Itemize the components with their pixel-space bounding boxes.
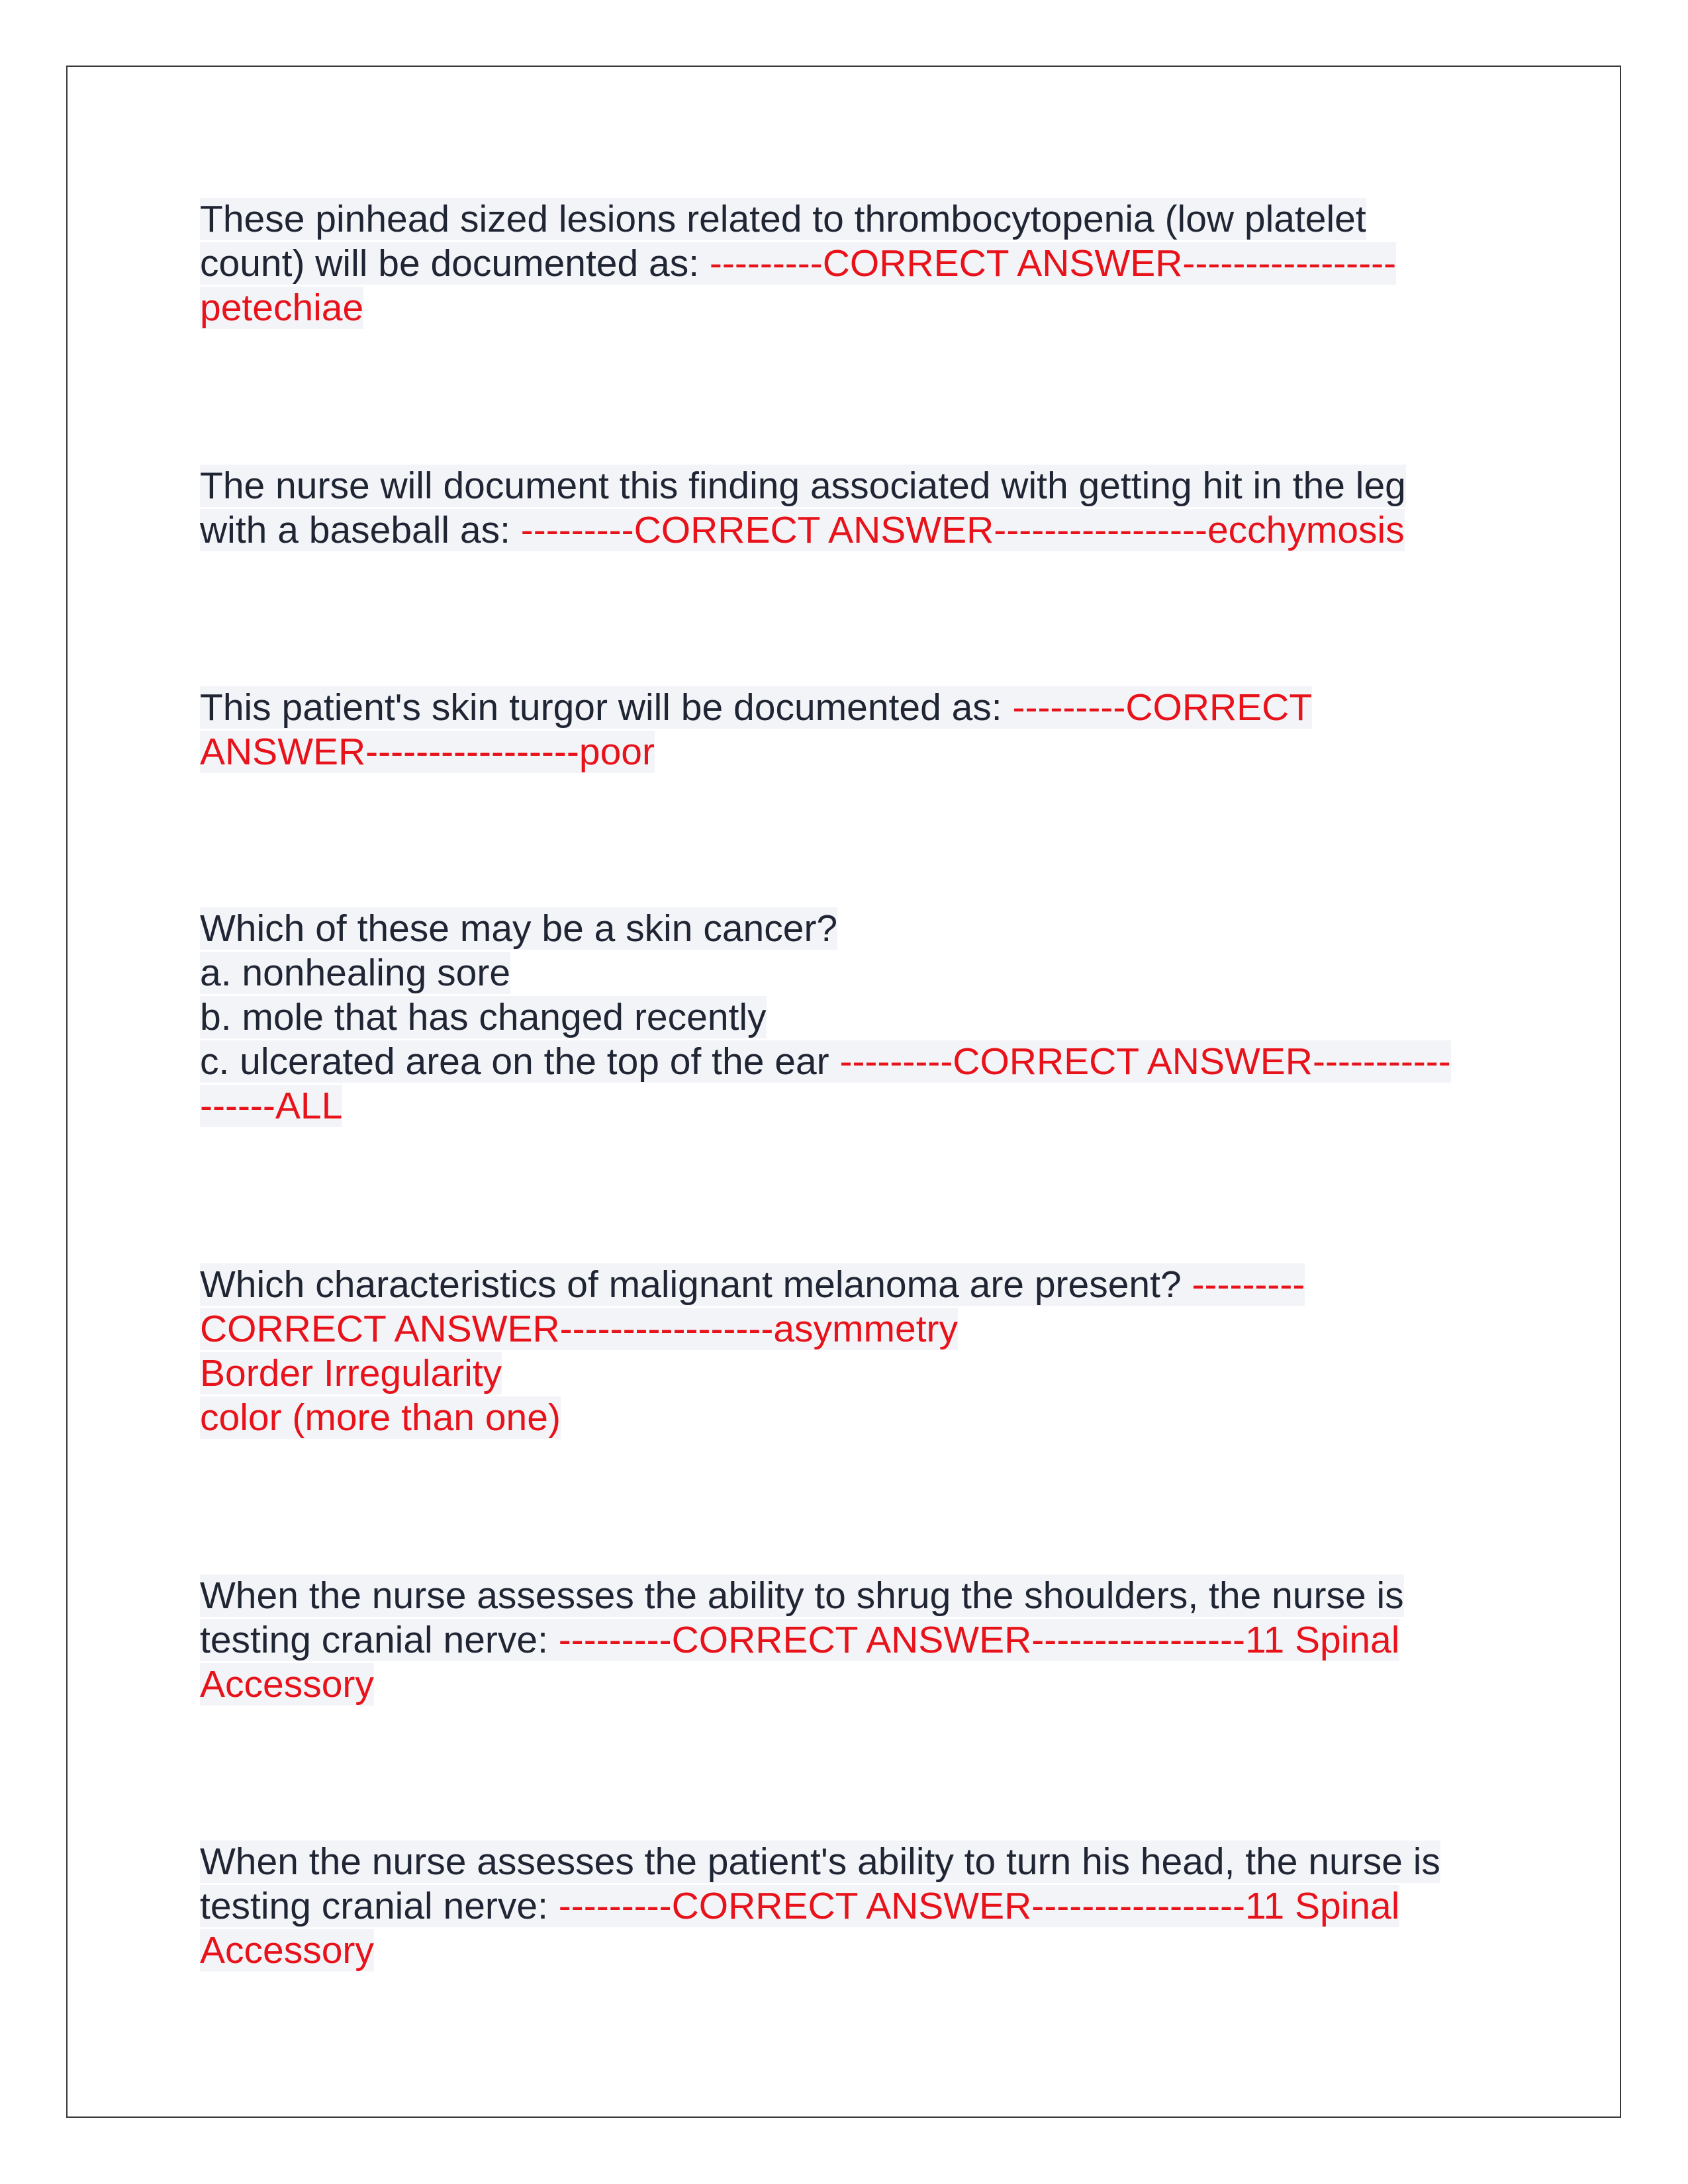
- answer-text: CORRECT ANSWER-----------------asymmetry: [200, 1308, 959, 1350]
- qa-item-5: [200, 1263, 1497, 1440]
- qa-item-7: [200, 1840, 1497, 1973]
- option-b: b. mole that has changed recently: [200, 996, 767, 1038]
- answer-text: petechiae: [200, 287, 364, 329]
- correct-answer-label: ---------: [1192, 1263, 1305, 1306]
- question-line: Which of these may be a skin cancer?: [200, 907, 838, 950]
- qa-item-2: [200, 464, 1497, 553]
- question-line: When the nurse assesses the patient's ability to turn his head, the nurse is: [200, 1841, 1440, 1883]
- question-line: count) will be documented as:: [200, 242, 710, 285]
- qa-item-3: [200, 686, 1497, 774]
- answer-text: color (more than one): [200, 1396, 561, 1439]
- correct-answer-label: ---------CORRECT ANSWER-----------------11 Spinal: [558, 1619, 1400, 1661]
- answer-text: Accessory: [200, 1663, 374, 1706]
- correct-answer-label: ---------CORRECT ANSWER-----------: [839, 1040, 1451, 1083]
- answer-text: ------ALL: [200, 1085, 343, 1127]
- question-line: The nurse will document this finding associated with getting hit in the leg: [200, 465, 1406, 507]
- correct-answer-label: ---------CORRECT ANSWER-----------------ecchymosis: [520, 509, 1405, 551]
- qa-item-6: [200, 1574, 1497, 1707]
- question-line: This patient's skin turgor will be documented as:: [200, 686, 1013, 729]
- correct-answer-label: ---------CORRECT ANSWER-----------------11 Spinal: [558, 1885, 1400, 1927]
- correct-answer-label: ---------CORRECT: [1012, 686, 1313, 729]
- answer-text: Border Irregularity: [200, 1352, 502, 1394]
- question-line: testing cranial nerve:: [200, 1885, 559, 1927]
- option-c: c. ulcerated area on the top of the ear: [200, 1040, 840, 1083]
- qa-item-4: [200, 907, 1497, 1128]
- question-line: Which characteristics of malignant melanoma are present?: [200, 1263, 1192, 1306]
- answer-text: ANSWER-----------------poor: [200, 731, 655, 773]
- question-line: testing cranial nerve:: [200, 1619, 559, 1661]
- question-line: These pinhead sized lesions related to thrombocytopenia (low platelet: [200, 198, 1366, 240]
- qa-item-1: [200, 197, 1497, 330]
- question-line: with a baseball as:: [200, 509, 521, 551]
- question-line: When the nurse assesses the ability to shrug the shoulders, the nurse is: [200, 1574, 1404, 1617]
- option-a: a. nonhealing sore: [200, 952, 511, 994]
- correct-answer-label: ---------CORRECT ANSWER-----------------: [709, 242, 1397, 285]
- answer-text: Accessory: [200, 1929, 374, 1972]
